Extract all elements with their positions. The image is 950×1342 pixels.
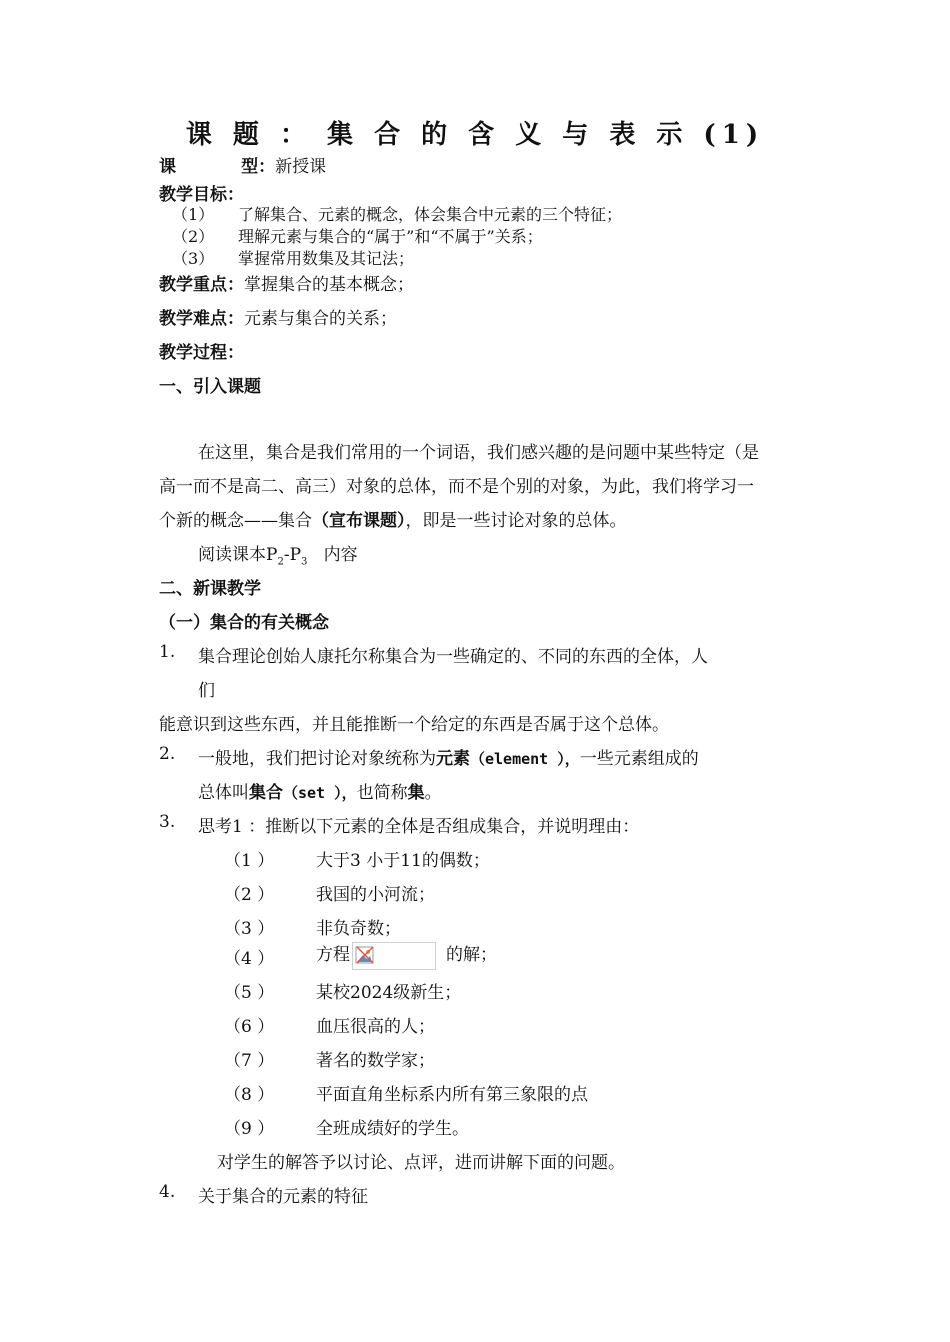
think-item-text: 著名的数学家；: [316, 1051, 435, 1071]
reading-subscript: 2: [277, 556, 284, 568]
process-label: 教学过程：: [159, 343, 244, 363]
difficulty-value: 元素与集合的关系；: [244, 309, 397, 329]
term-set: 集合: [249, 783, 283, 803]
reading-text: -P: [283, 545, 302, 565]
goal-number: （1）: [172, 205, 215, 224]
intro-paragraph-line1: 在这里，集合是我们常用的一个词语，我们感兴趣的是问题中某些特定（是: [198, 443, 759, 463]
term-element-english: （element ），: [470, 750, 580, 768]
item1-line3: 能意识到这些东西，并且能推断一个给定的东西是否属于这个总体。: [159, 715, 669, 735]
item1-line2: 们: [198, 681, 215, 701]
term-element: 元素: [436, 749, 470, 769]
item2-text: 一些元素组成的: [579, 749, 699, 769]
reading-text: 阅读课本P: [198, 545, 278, 565]
difficulty-label: 教学难点：: [159, 309, 244, 329]
item2-text: 也简称: [356, 783, 408, 803]
intro-text: 个新的概念——集合: [159, 511, 312, 531]
intro-bold-text: （宣布课题）: [312, 511, 406, 531]
item4-number: 4.: [159, 1182, 176, 1202]
item3-text: 思考1 ：推断以下元素的全体是否组成集合，并说明理由：: [198, 817, 640, 837]
think-item-number: （1 ）: [224, 851, 275, 871]
key-point-label: 教学重点：: [159, 275, 244, 295]
goal-number: （3）: [172, 249, 215, 268]
discussion-note: 对学生的解答予以讨论、点评，进而讲解下面的问题。: [217, 1153, 625, 1173]
item2-text: 总体叫: [198, 783, 249, 803]
think-item-text: 我国的小河流；: [316, 885, 435, 905]
difficulty: [159, 304, 397, 329]
broken-image-icon: [352, 942, 436, 970]
section1-heading: 一、引入课题: [159, 377, 261, 397]
item1-number: 1.: [159, 642, 176, 662]
think-item-number: （7 ）: [224, 1051, 275, 1071]
key-point-value: 掌握集合的基本概念；: [244, 275, 414, 295]
item2-text: 。: [424, 783, 442, 803]
think-item-text: 某校2024级新生；: [316, 983, 462, 1003]
goal-item: [172, 246, 414, 269]
think-item-text: 全班成绩好的学生。: [316, 1119, 469, 1139]
goals-label: 教学目标：: [159, 185, 244, 205]
think-item-text: [316, 940, 497, 970]
think-item-number: （4 ）: [224, 949, 275, 969]
think-item-text: 平面直角坐标系内所有第三象限的点: [316, 1085, 588, 1105]
goal-text: 了解集合、元素的概念，体会集合中元素的三个特征；: [238, 205, 623, 224]
item2-number: 2.: [159, 744, 176, 764]
think-item-number: （3 ）: [224, 919, 275, 939]
goal-text: 掌握常用数集及其记法；: [238, 249, 415, 268]
goal-item: [172, 224, 543, 247]
lesson-type-value: 新授课: [275, 157, 327, 177]
goal-number: （2）: [172, 227, 215, 246]
lesson-type-label: 课 型：: [159, 157, 276, 177]
item2-line1: [198, 744, 699, 769]
think-item-text: 血压很高的人；: [316, 1017, 435, 1037]
goal-text: 理解元素与集合的“属于”和“不属于”关系；: [238, 227, 543, 246]
item4-text: 关于集合的元素的特征: [198, 1187, 368, 1207]
goal-item: [172, 202, 622, 225]
item2-text: 一般地，我们把讨论对象统称为: [198, 749, 436, 769]
intro-text: ，即是一些讨论对象的总体。: [405, 511, 627, 531]
item2-line2: [198, 778, 442, 803]
reading-text: 内容: [307, 545, 358, 565]
intro-paragraph-line3: [159, 506, 627, 531]
item1-line1: 集合理论创始人康托尔称集合为一些确定的、不同的东西的全体，人: [198, 647, 708, 667]
think-item-number: （6 ）: [224, 1017, 275, 1037]
reading-note: [198, 540, 358, 567]
intro-paragraph-line2: 高一而不是高二、高三）对象的总体，而不是个别的对象，为此，我们将学习一: [159, 477, 754, 497]
lesson-type: [159, 152, 326, 177]
term-set-english: （set ），: [283, 784, 357, 802]
think-item-number: （8 ）: [224, 1085, 275, 1105]
item3-number: 3.: [159, 812, 176, 832]
key-point: [159, 270, 414, 295]
term-ji: 集: [407, 783, 425, 803]
section2-heading: 二、新课教学: [159, 579, 261, 599]
think-item-number: （5 ）: [224, 983, 275, 1003]
think-item-text-part: 的解；: [446, 945, 497, 965]
think-item-text: 非负奇数；: [316, 919, 401, 939]
think-item-number: （9 ）: [224, 1119, 275, 1139]
think-item-number: （2 ）: [224, 885, 275, 905]
think-item-text-part: 方程: [316, 945, 350, 965]
page-title: 课 题 ： 集 合 的 含 义 与 表 示 (1): [185, 120, 765, 150]
reading-subscript: 3: [301, 556, 308, 568]
think-item-text: 大于3 小于11的偶数；: [316, 851, 490, 871]
section2-subheading: （一）集合的有关概念: [159, 613, 329, 633]
